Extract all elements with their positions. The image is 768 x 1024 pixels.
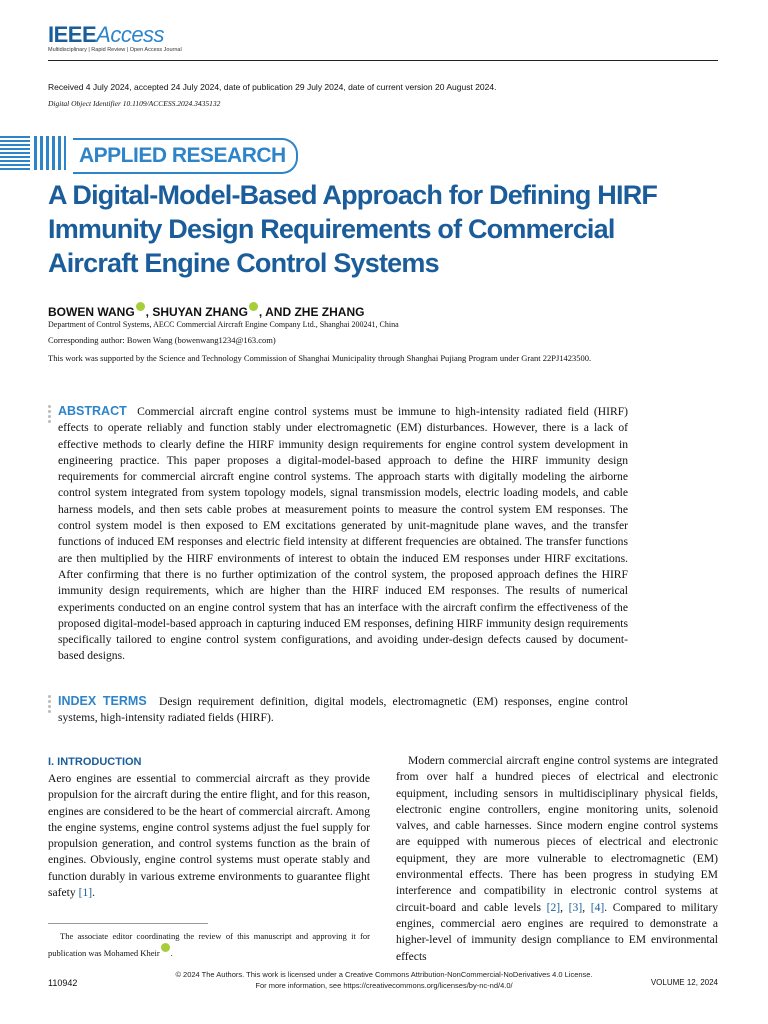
index-terms-text: Design requirement definition, digital models, electromagnetic (EM) responses, engine control systems, high-intensity radiated fields (HIRF).	[58, 695, 629, 725]
orcid-icon[interactable]	[161, 943, 170, 952]
citation-link[interactable]: [3]	[568, 900, 583, 914]
journal-logo	[48, 22, 164, 48]
abstract-label: ABSTRACT	[58, 404, 127, 418]
citation-link[interactable]: [4]	[590, 900, 605, 914]
received-dates: Received 4 July 2024, accepted 24 July 2024, date of publication 29 July 2024, date of current version 20 August 2024.	[48, 82, 497, 92]
abstract-text: Commercial aircraft engine control systems must be immune to high-intensity radiated field (HIRF) effects to operate reliably and function stably under electromagnetic (EM) disturbances. However, there is a lack of effective methods to clearly define the HIRF immunity design requirements for engine control system development in engineering practice. This paper proposes a digital-model-based approach to define the HIRF immunity design requirements for commercial aircraft engine control systems. The approach starts with digitally modeling the airborne control system integrated from system topology models, signal transmission models, electric loading models, and cable harness models, and then sets cable probes at measurement points to measure the control system EM responses. The control system model is then exposed to EM excitations generated by unit-magnitude plane waves, and the transfer functions of induced EM responses and electric field intensity at different frequencies are obtained. The transfer functions are then multiplied by the HIRF environments of interest to obtain the induced EM responses under HIRF excitations. After confirming that there is no further optimization of the control system, the proposed approach defines the HIRF immunity design requirements, which are higher than the HIRF induced EM responses. The results of numerical experiments conducted on an engine control system that has an interface with the aircraft confirm the effectiveness of the proposed digital-model-based approach in capturing induced EM responses, defining HIRF immunity design requirements specifically tailored to engine control system configurations, and avoiding under-design defects caused by document-based designs.	[58, 405, 628, 663]
footnote-text: The associate editor coordinating the review of this manuscript and approving it for publication was Mohamed Kheir	[48, 931, 370, 958]
header-divider	[48, 60, 718, 61]
index-terms	[58, 693, 628, 727]
logo-access: Access	[96, 22, 165, 47]
license-text: © 2024 The Authors. This work is licensed under a Creative Commons Attribution-NonCommercial-NoDerivatives 4.0 License.	[175, 970, 593, 979]
affiliation: Department of Control Systems, AECC Commercial Aircraft Engine Company Ltd., Shanghai 200241, China	[48, 320, 399, 329]
paper-title: A Digital-Model-Based Approach for Defining HIRF Immunity Design Requirements of Commercial Aircraft Engine Control Systems	[48, 180, 658, 278]
orcid-icon[interactable]	[249, 302, 258, 311]
corresponding-author: Corresponding author: Bowen Wang (bowenwang1234@163.com)	[48, 335, 276, 345]
citation-link[interactable]: [1]	[78, 886, 93, 900]
author-1: BOWEN WANG	[48, 305, 135, 319]
funding-note: This work was supported by the Science and Technology Commission of Shanghai Municipality through Shanghai Pujiang Program under Grant 22PJ1423500.	[48, 353, 592, 363]
article-type-banner: APPLIED RESEARCH	[73, 138, 298, 174]
page-number: 110942	[48, 978, 78, 988]
author-2: , SHUYAN ZHANG	[145, 305, 248, 319]
index-terms-label: INDEX TERMS	[58, 694, 147, 708]
orcid-icon[interactable]	[136, 302, 145, 311]
paragraph-text: Aero engines are essential to commercial aircraft as they provide propulsion for the aircraft during the entire flight, and for this reason, engines are considered to be the heart of commercial aircraft. Among the engine systems, engine control systems adjust the fuel supply for propulsion generation, and control systems function as the brain of engines. Obviously, engine control systems must operate stably and function durably in various extreme environments to guarantee flight safety	[48, 772, 370, 900]
doi: Digital Object Identifier 10.1109/ACCESS.2024.3435132	[48, 99, 221, 108]
footnote-end: .	[170, 947, 173, 958]
index-dots-icon	[48, 695, 52, 715]
editor-footnote	[48, 929, 370, 960]
banner-stripes	[0, 136, 66, 170]
author-list	[48, 302, 364, 319]
journal-tagline: Multidisciplinary | Rapid Review | Open Access Journal	[48, 47, 182, 53]
citation-link[interactable]: [2]	[546, 900, 561, 914]
author-3: , AND ZHE ZHANG	[258, 305, 365, 319]
paragraph-end: .	[92, 886, 96, 900]
intro-paragraph-1	[48, 771, 370, 901]
abstract	[58, 403, 628, 665]
license-link[interactable]: For more information, see https://creativecommons.org/licenses/by-nc-nd/4.0/	[255, 981, 513, 990]
abstract-dots-icon	[48, 405, 52, 425]
intro-paragraph-2: Modern commercial aircraft engine control systems are integrated from over half a hundred pieces of electrical and electronic equipment, including sensors in multidisciplinary physical fields, electronic engine controllers, engine monitoring units, solenoid valves, and cable harnesses. Since modern engine control systems are equipped with numerous pieces of electrical and electronic equipment, they are more vulnerable to electromagnetic (EM) environmental effects. There has been progress in studying EM interference and compatibility in electronic control systems at circuit-board and cable levels [2], [3], [4]. Compared to military engines, commercial aero engines are required to demonstrate a higher-level of immunity design compliance to EM environmental effects	[396, 754, 719, 963]
section-heading: I. INTRODUCTION	[48, 756, 142, 768]
intro-column-left	[48, 755, 370, 901]
logo-ieee: IEEE	[48, 22, 97, 47]
intro-column-right	[396, 753, 718, 965]
paragraph-end: . Compared to military engines, commercial aero engines are required to demonstrate a higher-level of immunity design compliance to EM environmental effects	[396, 900, 719, 963]
footnote-divider	[48, 923, 208, 924]
volume-info: VOLUME 12, 2024	[650, 978, 718, 987]
paragraph-text: Modern commercial aircraft engine control systems are integrated from over half a hundred pieces of electrical and electronic equipment, including sensors in multidisciplinary physical fields, electronic engine controllers, engine monitoring units, solenoid valves, and cable harnesses. Since modern engine control systems are equipped with numerous pieces of electrical and electronic equipment, they are more vulnerable to electromagnetic (EM) environmental effects. There has been progress in studying EM interference and compatibility in electronic control systems at circuit-board and cable levels	[396, 754, 718, 914]
